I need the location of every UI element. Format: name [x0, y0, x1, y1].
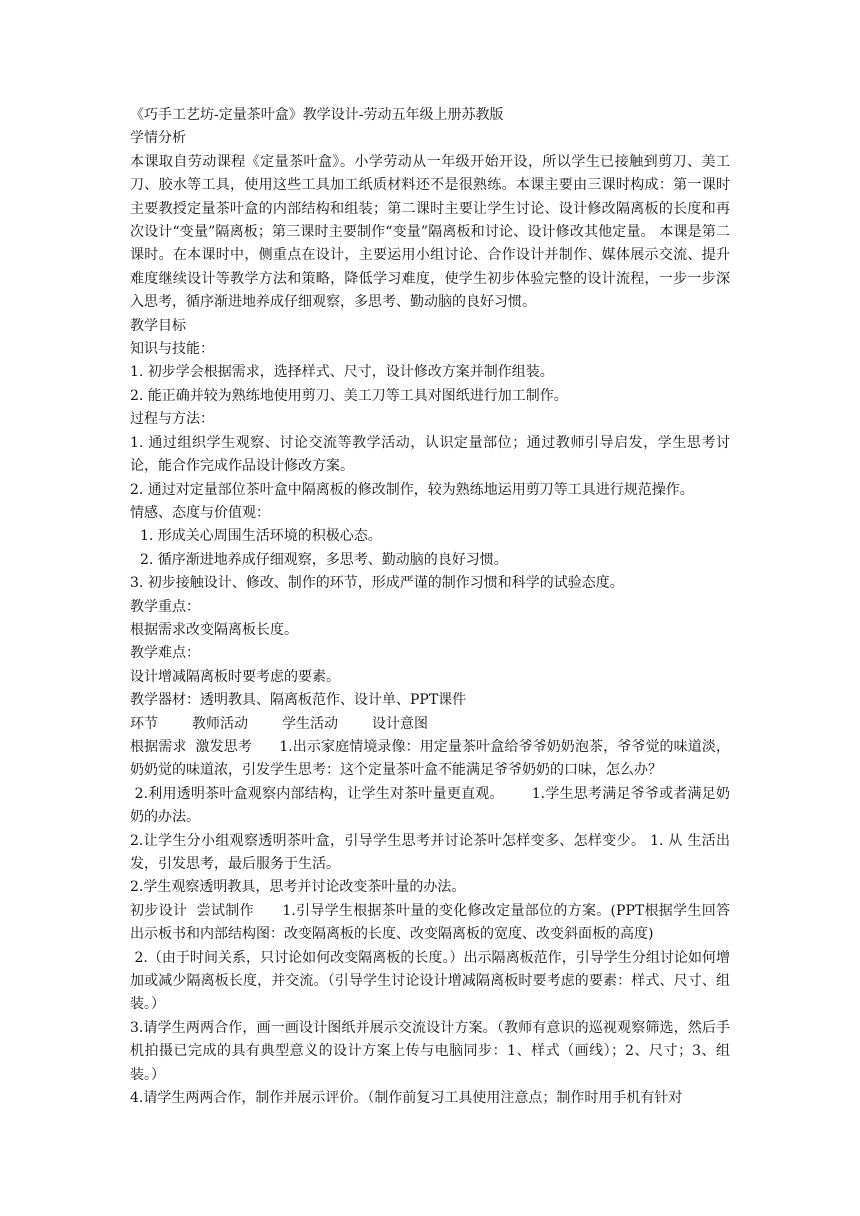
document-title: 《巧手工艺坊-定量茶叶盒》教学设计-劳动五年级上册苏教版 [130, 107, 504, 123]
stage1-line-2: 2.利用透明茶叶盒观察内部结构，让学生对茶叶量更直观。 1.学生思考满足爷爷或者满足奶奶的办法。 [130, 785, 730, 826]
equipment-line: 教学器材：透明教具、隔离板范作、设计单、PPT课件 [130, 692, 467, 709]
stage2-line-4: 4.请学生两两合作，制作并展示评价。（制作前复习工具使用注意点；制作时用手机有针对 [130, 1090, 683, 1107]
stage2-line-2: 2.（由于时间关系，只讨论如何改变隔离板的长度。）出示隔离板范作，引导学生分组讨论如何增加或减少隔离板长度，并交流。（引导学生讨论设计增减隔离板时要考虑的要素：样式、尺寸、组装。） [130, 949, 730, 1013]
stage1-line-1: 根据需求 激发思考 1.出示家庭情境录像：用定量茶叶盒给爷爷奶奶泡茶，爷爷觉的味道淡，奶奶觉的味道浓，引发学生思考：这个定量茶叶盒不能满足爷爷奶奶的口味，怎么办？ [130, 738, 730, 779]
table-header-stage: 环节 [130, 715, 158, 732]
stage1-line-4: 2.学生观察透明教具，思考并讨论改变茶叶量的办法。 [130, 879, 466, 896]
process-heading: 过程与方法： [130, 411, 214, 428]
knowledge-item-1: 1. 初步学会根据需求，选择样式、尺寸，设计修改方案并制作组装。 [130, 364, 554, 381]
process-item-1: 1. 通过组织学生观察、讨论交流等教学活动，认识定量部位；通过教师引导启发，学生思考讨论，能合作完成作品设计修改方案。 [130, 434, 730, 475]
analysis-paragraph: 本课取自劳动课程《定量茶叶盒》。小学劳动从一年级开始开设，所以学生已接触到剪刀、美工刀、胶水等工具，使用这些工具加工纸质材料还不是很熟练。本课主要由三课时构成：第一课时主要教授定量茶叶盒的内部结构和组装；第二课时主要让学生讨论、设计修改隔离板的长度和再次设计“变量”隔离板；第三课时主要制作“变量”隔离板和讨论、设计修改其他定量。 本课是第二课时。在本课时中，侧重点在设计，主要运用小组讨论、合作设计并制作、媒体展示交流、提升难度继续设计等教学方法和策略，降低学习难度，使学生初步体验完整的设计流程，一步一步深入思考，循序渐进地养成仔细观察，多思考、勤动脑的良好习惯。 [130, 153, 730, 311]
knowledge-item-2: 2. 能正确并较为熟练地使用剪刀、美工刀等工具对图纸进行加工制作。 [130, 387, 568, 404]
emotion-heading: 情感、态度与价值观： [130, 504, 270, 521]
stage1-line-3: 2.让学生分小组观察透明茶叶盒，引导学生思考并讨论茶叶怎样变多、怎样变少。 1. 从 生活出发，引发思考，最后服务于生活。 [130, 832, 730, 872]
table-header-row [130, 713, 730, 736]
knowledge-heading: 知识与技能： [130, 341, 214, 358]
difficulty-heading: 教学难点： [130, 645, 200, 662]
section-heading-goals: 教学目标 [130, 317, 186, 334]
process-item-2: 2. 通过对定量部位茶叶盒中隔离板的修改制作，较为熟练地运用剪刀等工具进行规范操作。 [130, 481, 694, 498]
emotion-item-2: 2. 循序渐进地养成仔细观察，多思考、勤动脑的良好习惯。 [140, 551, 508, 568]
section-heading-analysis: 学情分析 [130, 130, 186, 147]
table-header-teacher: 教师活动 [192, 715, 248, 732]
document-body [130, 104, 730, 1110]
difficulty-text: 设计增减隔离板时要考虑的要素。 [130, 668, 340, 685]
table-header-intent: 设计意图 [372, 715, 428, 732]
stage2-line-1: 初步设计 尝试制作 1.引导学生根据茶叶量的变化修改定量部位的方案。(PPT根据学生回答出示板书和内部结构图：改变隔离板的长度、改变隔离板的宽度、改变斜面板的高度) [130, 902, 730, 943]
key-point-heading: 教学重点： [130, 598, 200, 615]
emotion-item-1: 1. 形成关心周围生活环境的积极心态。 [140, 528, 382, 545]
table-header-student: 学生活动 [282, 715, 338, 732]
emotion-item-3: 3. 初步接触设计、修改、制作的环节，形成严谨的制作习惯和科学的试验态度。 [130, 575, 624, 592]
stage2-line-3: 3.请学生两两合作，画一画设计图纸并展示交流设计方案。（教师有意识的巡视观察筛选，然后手机拍摄已完成的具有典型意义的设计方案上传与电脑同步：1、样式（画线）；2、尺寸；3、组装。） [130, 1019, 730, 1083]
key-point-text: 根据需求改变隔离板长度。 [130, 621, 298, 638]
